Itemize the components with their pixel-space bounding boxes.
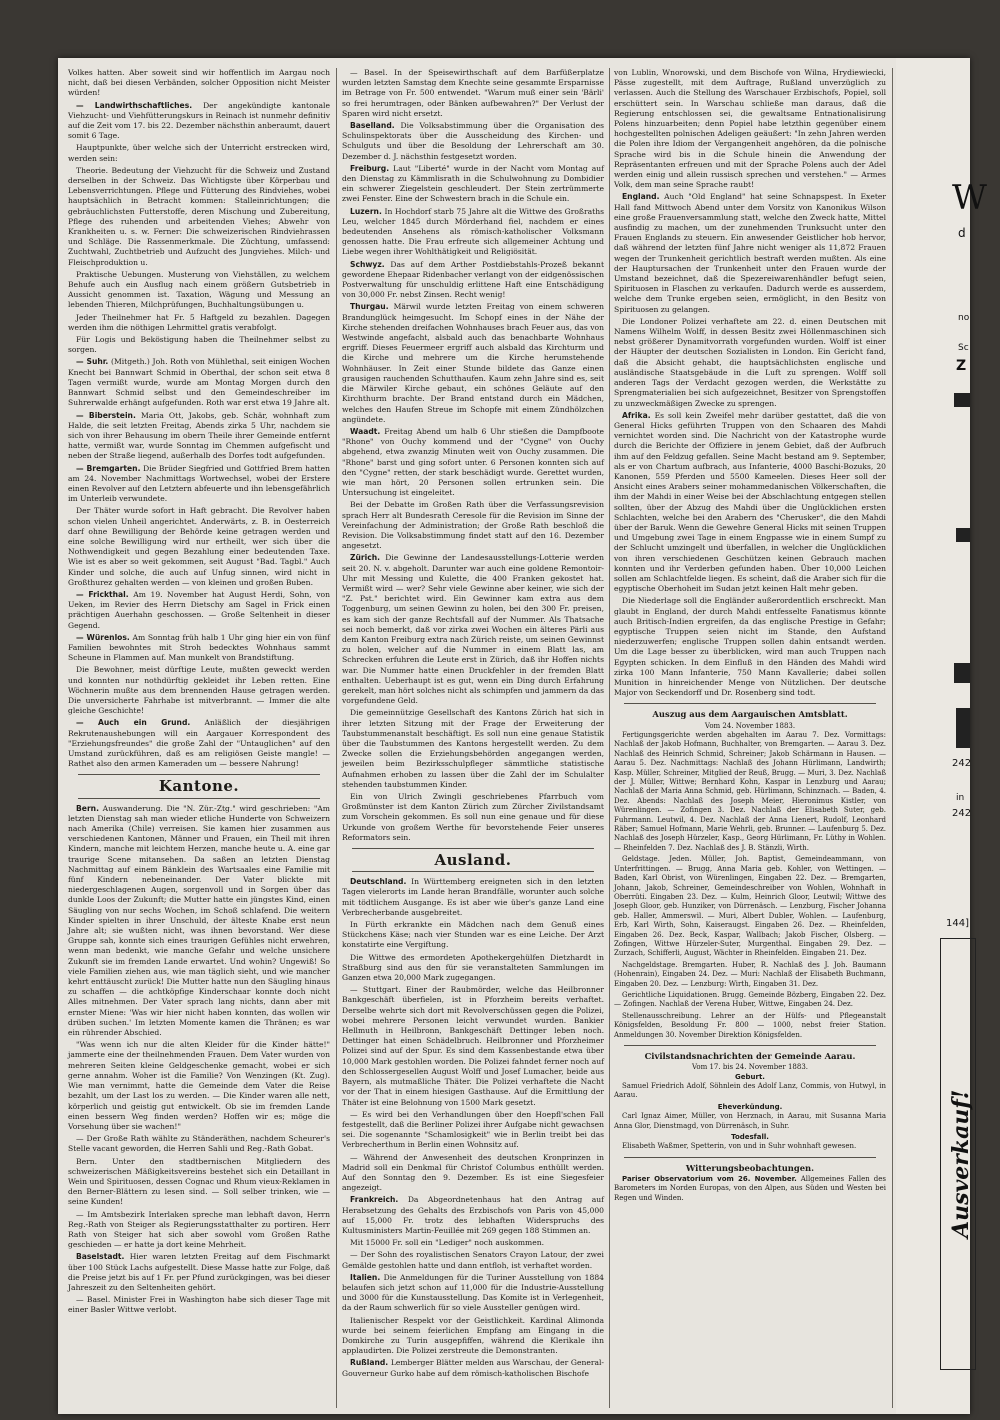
article-paragraph	[614, 192, 886, 314]
article-paragraph: Die Niederlage soll die Engländer außerordentlich erschreckt. Man glaubt in England, der durch Mahdi entfesselte Fanatismus könnte auch Britisch-Indien ergreifen, da das englische Prestige in Gefahr; egyptische Truppen seien nicht im Stande, den Aufstand niederzuwerfen; englische Truppen sollen dahin entsandt werden. Um die Lage besser zu überblicken, wird man auch Truppen nach Egypten schicken. In dem Einfluß in den Händen des Mahdi wird zirka 100 Mann Infanterie, 750 Mann Kavallerie; dabei sollen Munition in hinreichender Menge von Nützlichen. Der deutsche Major von Seckendorff und Dr. Rosenberg sind todt.	[614, 596, 886, 698]
adjacent-black-bar	[954, 663, 970, 683]
article-paragraph: von Lublin, Wnorowski, und dem Bischofe von Wilna, Hrydiewiecki, Pässe zugestellt, mit dem Auftrage, Rußland unverzüglich zu verlassen. Auch die Stellung des Warschauer Erzbischofs, Popiel, soll erschüttert sein. In Warschau schließe man daraus, daß die Regierung entschlossen sei, die gewaltsame Entnationalisirung Polens hinzuarbeiten; denn Popiel habe letzthin gegenüber einem hochgestellten polnischen Adeligen geäußert: "In zehn Jahren werden die Polen ihre Idiom der Vergangenheit angehören, da die polnische Sprache wird bis in die Schule hinein die Anwendung der Repräsentanten erfreuen und mit der Sprache Polens auch der Adel werden einig und allein russisch sprechen und verstehen." — Armes Volk, dem man seine Sprache raubt!	[614, 68, 886, 190]
section-heading-ausland: Ausland.	[434, 851, 512, 870]
article-paragraph	[614, 411, 886, 595]
article-keyword: — Suhr.	[76, 357, 109, 367]
article-paragraph: Praktische Uebungen. Musterung von Viehställen, zu welchem Behufe auch ein Ausflug nach einem größern Gutsbetrieb in Aussicht genommen ist. Taxation, Wägung und Messung an lebenden Thieren, Milchprüfungen, Buchhaltungsübungen u.	[68, 269, 330, 310]
section-divider	[78, 798, 320, 799]
article-paragraph	[342, 121, 604, 162]
article-keyword: — Auch ein Grund.	[76, 718, 191, 728]
article-paragraph	[68, 718, 330, 769]
adjacent-black-bar	[956, 708, 970, 748]
article-paragraph: Theorie. Bedeutung der Viehzucht für die Schweiz und Zustand derselben in der Schweiz. Das Wichtigste über Körperbau und Lebensverrichtungen. Pflege und Fütterung des Rindviehes, wobei hauptsächlich in Betracht kommen: Stalleinrichtungen; die gebräuchlichsten Futterstoffe, deren Mischung und Zubereitung, Pflege des ruhenden und arbeitenden Viehes; Abwehr von Krankheiten u. s. w. Ferner: Die schweizerischen Rindviehrassen und Schläge. Die Rassenmerkmale. Die Züchtung, umfassend: Zuchtwahl, Zuchtbetrieb und Aufzucht des Jungviehes. Milch- und Fleischproduktion u.	[68, 165, 330, 267]
article-paragraph: Der Thäter wurde sofort in Haft gebracht. Die Revolver haben schon vielen Unheil angerichtet. Anderwärts, z. B. in Oesterreich darf ohne Bewilligung der Behörde keine getragen werden und eine solche Bewilligung wird nur ertheilt, wer sich über die Nothwendigkeit und gegen Bezahlung einer bedeutenden Taxe. Wie ist es aber so weit gekommen, seit August "Bad. Tagbl." Auch Kinder und solche, die auch auf Unfug sinnen, wird nicht in Großthurez gehalten werden — von kleinen und großen Buben.	[68, 506, 330, 587]
article-text: Auch "Old England" hat seine Schnapspest. In Exeter Hall fand Mittwoch Abend unter dem Vorsitz von Kanonikus Wilson eine große Frauenversammlung statt, welche den Zweck hatte, Mittel ausfindig zu machen, um der zunehmenden Trunksucht unter den Frauen Englands zu steuern. Ein anwesender Geistlicher hob hervor, daß während der letzten fünf Jahre nicht weniger als 11,872 Frauen wegen der Trunkenheit gerichtlich bestraft werden mußten. Als eine der Hauptursachen der Trunkenheit unter den Frauen wurde der Umstand bezeichnet, daß die Spezereiwarenhändler befugt seien, Spirituosen in Flaschen zu verkaufen. Dadurch werde es ausserdem, welche dem Trunke ergeben seien, ermöglicht, in den Besitz von Spirituosen zu gelangen.	[614, 192, 886, 314]
article-paragraph	[342, 302, 604, 424]
article-paragraph: — Es wird bei den Verhandlungen über den Hoepfl'schen Fall festgestellt, daß die Berliner Polizei ihrer Aufgabe nicht gewachsen sei. Die sogenannte "Schamlosigkeit" wie in Berlin treibt bei das Verbrecherthum in Berlin einen Wohnsitz auf.	[342, 1109, 604, 1150]
article-keyword: Frankreich.	[350, 1195, 399, 1205]
article-paragraph: — Während der Anwesenheit des deutschen Kronprinzen in Madrid soll ein Denkmal für Christof Columbus enthüllt werden. Auf den Sonntag den 9. Dezember. Es ist eine Siegesfeier angezeigt.	[342, 1152, 604, 1193]
article-text: Anläßlich der diesjährigen Rekrutenaushebungen will ein Aargauer Korrespondent des "Erziehungsfreundes" die große Zahl der "Untauglichen" auf den Umstand zurückführen, daß es am religiösen Geiste mangle! — Rathet also den armen Kameraden um — bessere Nahrung!	[68, 718, 330, 769]
amtsblatt-entry: Gerichtliche Liquidationen. Brugg. Gemeinde Bözberg, Eingaben 22. Dez. — Zofingen. Nachlaß der Verena Huber, Wittwe, Eingaben 24. Dez.	[614, 990, 886, 1009]
article-paragraph: — Der Große Rath wählte zu Ständeräthen, nachdem Scheurer's Stelle vacant geworden, die Herren Sahli und Reg.-Rath Gobat.	[68, 1134, 330, 1154]
article-text: In Württemberg ereigneten sich in den letzten Tagen vielerorts im Lande heran Brandfälle, worunter auch solche mit tödtlichem Ausgange. Es ist aber wie über's ganze Land eine Verbrecherbande ausgebreitet.	[342, 877, 604, 917]
article-paragraph	[342, 207, 604, 258]
adjacent-text-fragment: W	[952, 178, 987, 218]
civilstand-entry: Carl Ignaz Aimer, Müller, von Herznach, in Aarau, mit Susanna Maria Anna Glor, Dienstmagd, von Dürrenäsch, in Suhr.	[614, 1112, 886, 1130]
article-paragraph: Hauptpunkte, über welche sich der Unterricht erstrecken wird, werden sein:	[68, 143, 330, 163]
civilstand-subheading: Eheverkündung.	[717, 1102, 783, 1111]
civilstand-heading: Civilstandsnachrichten der Gemeinde Aarau.	[644, 1051, 856, 1061]
article-keyword: Waadt.	[350, 426, 381, 436]
article-keyword: — Landwirthschaftliches.	[76, 100, 193, 110]
section-divider	[352, 848, 594, 849]
article-keyword: — Biberstein.	[76, 410, 136, 420]
adjacent-page-edge	[896, 58, 987, 1414]
amtsblatt-entry: Stellenausschreibung. Lehrer an der Hülfs- und Pflegeanstalt Königsfelden, Besoldung Fr. 800 — 1000, nebst freier Station. Anmeldungen 30. November Direktion Königsfelden.	[614, 1011, 886, 1039]
amtsblatt-entry: Geldstage. Jeden. Müller, Joh. Baptist, Gemeindeammann, von Unterfrittingen. — Brugg, Anna Maria geb. Kohler, von Wettingen. — Baden, Karl Obrist, von Würenlingen, Eingaben 22. Dez. — Bremgarten, Johann, Jakob, Schreiner, Gemeindeschreiber von Wohlen, Wohnhaft in Oberrüti. Eingaben 23. Dez. — Kulm, Heinrich Gloor, Leutwil; Wittwe des Joseph Gloor, geb. Hunziker, von Dürrenäsch. — Lenzburg, Fischer Johanna geb. Haller, Ammerswil. — Muri, Albert Dubler, Wohlen. — Laufenburg, Erb, Karl Wirth, Sohn, Kaiseraugst. Eingaben 26. Dez. — Rheinfelden, Eingaben 26. Dez. Beck, Kaspar, Wallbach; Jakob Fischer, Olsberg. — Zofingen, Wittwe Hürzeler-Suter, Murgenthal. Eingaben 29. Dez. — Zurzach, Schifferli, August, Wächter in Rheinfelden. Eingaben 21. Dez.	[614, 855, 886, 958]
civilstand-date: Vom 17. bis 24. November 1883.	[691, 1063, 809, 1072]
article-paragraph: "Was wenn ich nur die alten Kleider für die Kinder hätte!" jammerte eine der theilnehmenden Frauen. Dem Vater wurden von mehreren Seiten kleine Geldgeschenke gemacht, wobei er sich gerne annahm. Woher ist die Familie? Von Wenzingen (Kt. Zug). Wie man vernimmt, hatte die Gemeinde dem Vater die Reise bezahlt, um der Last los zu werden. — Die Kinder waren alle nett, körperlich und geistig gut entwickelt. Ob sie im fremden Lande einen bessern Weg finden werden? Hoffen wir es; möge die Vorsehung über sie wachen!"	[68, 1040, 330, 1131]
article-paragraph	[68, 590, 330, 631]
article-text: Hier waren letzten Freitag auf dem Fischmarkt über 100 Stück Lachs aufgestellt. Diese Masse hatte zur Folge, daß die Preise jetzt bis auf 1 Fr. per Pfund zurückgingen, was bei dieser Jahreszeit zu den Seltenheiten gehört.	[68, 1252, 330, 1292]
civilstand-subheading: Todesfall.	[731, 1133, 769, 1142]
article-paragraph: Volkes hatten. Aber soweit sind wir hoffentlich im Aargau noch nicht, daß bei diesen Verbänden, solcher Opposition nicht Meister würden!	[68, 68, 330, 98]
article-paragraph: Jeder Theilnehmer hat Fr. 5 Haftgeld zu bezahlen. Dagegen werden ihm die nöthigen Lehrmittel gratis verabfolgt.	[68, 312, 330, 332]
article-paragraph: Ein von Ulrich Zwingli geschriebenes Pfarrbuch vom Großmünster ist dem Kanton Zürich zum Zürcher Zivilstandsamt zum Vorschein gekommen. Es soll nun eine genaue und für diese Urkunde von großem Werthe für bevorstehende Feier unseres Reformators sein.	[342, 792, 604, 842]
article-text: Auswanderung. Die "N. Zür.-Ztg." wird geschrieben: "Am letzten Dienstag sah man wieder etliche Hunderte von Schweizern nach Amerika (Chile) verreisen. Sie kamen hier zusammen aus verschiedenen Kantonen, Männer und Frauen, ein Theil mit ihren Kindern, manche mit leichtem Herzen, manche heute u. A. eine gar traurige Scene mitansehen. Da saßen an letzten Dienstag Nachmittag auf einem Bänklein des Wartsaales eine Familie mit fünf Kindern nebeneinander. Der Vater blickte mit niedergeschlagenen Augen, sorgenvoll und in Sorgen über das dunkle Loos der Zukunft; die Mutter hatte ein jüngstes Kind, einen Säugling von nur sechs Wochen, im Schoß schlafend. Die weitern Kinder spielten in ihrer Unschuld, der älteste Knabe erst neun Jahre alt; sie wußten nicht, was ihnen bevorstand. Wer diese Gruppe sah, konnte sich eines traurigen Gefühles nicht erwehren, wenn man bedenkt, wie manche Gefahr und welche unsichere Zukunft sie im fremden Lande erwartet. Und wohin? Ungewiß! So viele Familien ziehen aus, wie man täglich sieht, und wie mancher kehrt enttäuscht zurück! Die Mutter hatte nun den Säugling hinaus zu schaffen — die achtköpfige Kinderschaar konnte doch nicht Alles mitnehmen. Der Vater sprach lang nichts, dann aber mit ernster Miene: 'Was wir hier nicht haben konnten, das wollen wir drüben suchen.' Im letzten Momente kamen die Thränen; es war ein rührender Abschied.	[68, 803, 330, 1038]
article-paragraph: Die Wittwe des ermordeten Apothekergehülfen Dietzhardt in Straßburg sind aus den für sie veranstalteten Sammlungen im Ganzen etwa 20,000 Mark zugegangen.	[342, 952, 604, 983]
article-text: Die Anmeldungen für die Turiner Ausstellung von 1884 belaufen sich jetzt schon auf 11,000 für die Industrie-Ausstellung und 3000 für die Kunstausstellung. Das Komite ist in Verlegenheit, da der Raum schwerlich für so viele Aussteller genügen wird.	[342, 1272, 604, 1313]
section-heading-kantone: Kantone.	[158, 777, 240, 796]
article-text: In Hochdorf starb 75 Jahre alt die Wittwe des Großraths Leu, welcher 1845 durch Mörderhand fiel, nachdem er eines bedeutenden Ansehens als römisch-katholischer Volksmann genossen hatte. Die Frau erfreute sich allgemeiner Achtung und Liebe wegen ihrer Wohlthätigkeit und Religiösität.	[342, 206, 604, 257]
article-paragraph: Italienischer Respekt vor der Geistlichkeit. Kardinal Alimonda wurde bei seinem feierlichen Empfang am Eingang in die Domkirche zu Turin ausgepfiffen, während die Klerikale ihn applaudirten. Die Polizei zerstreute die Demonstranten.	[342, 1315, 604, 1356]
article-paragraph: Die Londoner Polizei verhaftete am 22. d. einen Deutschen mit Namens Wilhelm Wolff, in dessen Besitz zwei Höllenmaschinen sich nebst größerer Dynamitvorrath vorgefunden wurden. Wolff ist einer der Häupter der deutschen Sozialisten in London. Ein Gericht fand, daß die Absicht gehabt, die hauptsächlichsten englische und ausländische Staatsgebäude in die Luft zu sprengen. Wolff soll anderen Tags der Verdacht gezogen werden, die Werkstätte zu Sprengmaterialien bei sich aufgezeichnet, Besitzer von Sprengstoffen zu unzweckmäßigen Zwecke zu sprengen.	[614, 316, 886, 408]
adjacent-text-fragment: 144]	[946, 918, 969, 929]
adjacent-ad-text: Ausverkauf!	[948, 1089, 974, 1238]
article-paragraph	[342, 164, 604, 205]
article-paragraph: Für Logis und Beköstigung haben die Theilnehmer selbst zu sorgen.	[68, 335, 330, 355]
article-paragraph	[68, 633, 330, 664]
article-paragraph: Die gemeinnützige Gesellschaft des Kantons Zürich hat sich in ihrer letzten Sitzung mit der Frage der Erweiterung der Taubstummenanstalt beschäftigt. Es soll nun eine genaue Statistik über die Taubstummen des Kantons hergestellt werden. Zu dem Zwecke sollen die Erziehungsbehörden angegangen werden, jeweilen beim Bezirksschulpfleger sämmtliche statistische Aufnahmen erhoben zu lassen über die Zahl der im Schulalter stehenden taubstummen Kinder.	[342, 708, 604, 789]
weather-heading: Witterungsbeobachtungen.	[685, 1162, 815, 1173]
adjacent-text-fragment: Sc	[958, 343, 969, 353]
column-2	[342, 68, 604, 1408]
section-divider	[624, 1157, 876, 1158]
article-keyword: Schwyz.	[350, 259, 385, 269]
article-paragraph: — Basel. In der Speisewirthschaft auf dem Barfüßerplatze wurden letzten Samstag dem Knechte seine gesammte Ersparnisse im Betrage von Fr. 500 entwendet. "Warum muß einer sein 'Bärli' so frei herumtragen, oder Bänken aufbewahren?" Der Verlust der Sparen wird nicht ersetzt.	[342, 68, 604, 118]
section-divider	[624, 703, 876, 704]
amtsblatt-date: Vom 24. November 1883.	[704, 721, 796, 730]
weather-source: Pariser Observatorium vom 26. November.	[622, 1175, 797, 1184]
article-keyword: Zürich.	[350, 553, 381, 563]
article-text: Lemberger Blätter melden aus Warschau, der General-Gouverneur Gurko habe auf dem römisch-katholischen Bischofe	[342, 1358, 604, 1378]
article-paragraph	[342, 553, 604, 706]
adjacent-text-fragment: Z	[956, 358, 967, 374]
article-paragraph: — Stuttgart. Einer der Raubmörder, welche das Heilbronner Bankgeschäft überfielen, ist in Pforzheim bereits verhaftet. Derselbe wehrte sich dort mit Revolverschüssen gegen die Polizei, wobei mehrere Personen leicht verwundet wurden. Bankier Hellmuth in Heilbronn, Bankgeschäft Dettinger leben noch. Dettinger hat einen Schädelbruch. Heilbronner und Pforzheimer Polizei sind auf der Spur. Es sind dem Kassenbestande etwa über 10,000 Mark gestohlen worden. Die Polizei fahndet ferner noch auf den Schlossergesellen August Wolff und Josef Lumacher, beide aus Bayern, als mutmaßliche Thäter. Die Polizei verhaftete die Nacht vor der That in einem hiesigen Gasthause. Auf die Ermittlung der Thäter ist eine Belohnung von 1500 Mark gesetzt.	[342, 985, 604, 1107]
article-text: Maria Ott, Jakobs, geb. Schär, wohnhaft zum Halde, die seit letzten Freitag, Abends zirka 5 Uhr, nachdem sie sich von ihrer Behausung im obern Theile ihrer Gemeinde entfernt hatte, vermißt war, wurde Sonntag im Chemmen aufgefischt und neben der Straße liegend, außerhalb des Dorfes todt aufgefunden.	[68, 410, 331, 461]
civilstand-entry: Elisabeth Waßmer, Spetterin, von und in Suhr wohnhaft gewesen.	[622, 1142, 857, 1151]
article-paragraph	[342, 1358, 604, 1378]
article-text: Das auf dem Arther Postdiebstahls-Prozeß bekannt gewordene Ehepaar Ridenbacher verlangt von der eidgenössischen Postverwaltung für unschuldig erlittene Haft eine Entschädigung von 30,000 Fr. nebst Zinsen. Recht wenig!	[342, 259, 605, 300]
article-paragraph	[342, 260, 604, 301]
amtsblatt-entry: Nachgeldstage. Bremgarten. Huber, R. Nachlaß des J. Joh. Baumann (Hohenrain), Eingaben 24. Dez. — Muri: Nachlaß der Elisabeth Buchmann, Eingaben 20. Dez. — Lenzburg: Wirth, Eingaben 31. Dez.	[614, 960, 886, 988]
article-paragraph	[68, 357, 330, 408]
civilstand-entry: Samuel Friedrich Adolf, Söhnlein des Adolf Lanz, Commis, von Hutwyl, in Aarau.	[614, 1082, 886, 1100]
article-paragraph	[342, 877, 604, 918]
adjacent-black-bar	[954, 393, 970, 407]
article-text: Die Brüder Siegfried und Gottfried Brem hatten am 24. November Nachmittags Wortwechsel, wobei der Erstere einen Revolver auf den Letztern abfeuerte und ihn lebensgefährlich im Unterleib verwundete.	[68, 463, 330, 504]
article-paragraph: Die Bewohner, meist dürftige Leute, mußten geweckt werden und konnten nur nothdürftig gekleidet ihr Leben retten. Eine Wöchnerin mußte aus dem brennenden Hause getragen werden. Die unversicherte Fahrhabe ist mitverbrannt. — Immer die alte gleiche Geschichte!	[68, 665, 330, 716]
article-keyword: Rußland.	[350, 1358, 389, 1368]
column-rule	[892, 68, 893, 1408]
article-text: Laut "Liberté" wurde in der Nacht vom Montag auf den Dienstag zu Kämmlisrath in die Schulwohnung zu Dombidier ein schwerer Ziegelstein geschleudert. Der Stein zertrümmerte zwei Fenster. Eine der Schwestern brach in die Schule ein.	[342, 163, 604, 204]
article-paragraph	[68, 464, 330, 505]
adjacent-text-fragment: d	[958, 226, 966, 240]
adjacent-text-fragment: in	[956, 793, 965, 803]
amtsblatt-entry: Fertigungsgerichte werden abgehalten im Aarau 7. Dez. Vormittags: Nachlaß der Jakob Hofmann, Buchhalter, von Bremgarten. — Aarau 3. Dez. Nachlaß des Heinrich Schmid, Schreiner; Jakob Schärmann in Hausen. — Aarau 5. Dez. Nachmittags: Nachlaß des Johann Hürlimann, Landwirth; Kasp. Müller, Schreiner, Mitglied der Reuß, Brugg. — Muri, 3. Dez. Nachlaß der J. Müller, Wittwe; Bernhard Kohn, Kaspar in Lenzburg und Aarau; Nachlaß der Maria Anna Schmid, geb. Hürlimann, Schinznach. — Baden, 4. Dez. Abends: Nachlaß des Joseph Meier, Hieronimus Kistler, von Würenlingen. — Zofingen 3. Dez. Nachlaß der Elisabeth Suter, geb. Fuhrmann. Leutwil, 4. Dez. Nachlaß der Anna Lienert, Rudolf, Leonhard Räber; Samuel Hofmann, Marie Wehrli, geb. Brunner. — Laufenburg 5. Dez. Nachlaß des Joseph Hürzeler, Kasp., Georg Hürlimann, Fr. Lüthy in Wohlen. — Rheinfelden 7. Dez. Nachlaß des J. B. Stänzli, Wirth.	[614, 731, 886, 852]
article-text: Da Abgeordnetenhaus hat den Antrag auf Herabsetzung des Gehalts des Erzbischofs von Paris von 45,000 auf 15,000 Fr. trotz des lebhaften Widerspruchs des Kultusministers Martin-Feuillée mit 269 gegen 188 Stimmen an.	[342, 1195, 604, 1235]
article-text: Es soll kein Zweifel mehr darüber gestattet, daß die von General Hicks geführten Truppen von den Schaaren des Mahdi vernichtet worden sind. Die Nachricht von der Katastrophe wurde durch die Berichte der Offiziere in jenem Gebiet, daß der Aufbruch ihm auf den Feldzug gefallen. Seine Macht bestand am 9. September, als er von Chartum aufbrach, aus Infanterie, 4000 Baschi-Bozuks, 20 Kanonen, 559 Pferden und 5500 Kameelen. Dieses Heer soll der Ansicht eines Arabers seiner mohammedanischen Völkerschaften, die ihm der Mahdi in einer Weise bei der Abschlachtung entgegen stellen sollten, über der Abzug des Mahdi über die Unglücklichen ersten Schlachten, welche bei den Arabern des "Cherusker", die den Mahdi über der Baruk. Wenn die Gewehre General Hicks mit seinen Truppen und Umgebung zwei Tage in einem Engpasse wie in einem Sumpf zu der Schlucht umzingelt und überfallen, in welcher die Unglücklichen von ihren verschiedenen Geschützen keinen Gebrauch machen konnten und ihr Verderben gefunden haben. Über 10,000 Leichen sollen am Schlachtfelde liegen. Es scheint, daß die Araber sich für die egyptische Oberhoheit im Sudan jetzt keinen Halt mehr geben.	[614, 410, 886, 594]
section-divider	[352, 871, 594, 872]
article-text: Die Gewinne der Landesausstellungs-Lotterie werden seit 20. N. v. abgeholt. Darunter war auch eine goldene Remontoir-Uhr mit Messing und Kulette, die 400 Franken gekostet hat. Vermißt wird — wer? Sehr viele Gewinne aber keiner, wie sich der "Z. Pst." berichtet wird. Ein Gewinner kam extra aus dem Toggenburg, um seinen Gewinn zu holen, bei den 300 Fr. preisen, es kam sich der ganze Rechtsfall auf der Nummer. Als Thatsache sei noch bemerkt, daß vor zirka zwei Wochen ein älteres Pärli aus dem Kanton Freiburg extra nach Zürich reiste, um seinen Gewinnst zu holen, welcher auf die Nummer in einem Blatt las, am Schrecken erfuhren die Leute erst in Zürich, daß ihr Hoffen nichts war. Die Nummer hatte einen Druckfehler in der fremden Blatt enthalten. Ueberhaupt ist es gut, wenn ein Ding durch Erfahrung gerekelt, man hört solches nicht als schimpfen und jammern da das vorgefundene Geld.	[342, 553, 605, 706]
article-paragraph	[68, 804, 330, 1039]
adjacent-text-fragment: 242	[952, 808, 972, 819]
newspaper-page	[58, 58, 987, 1414]
article-text: (Mitgeth.) Joh. Roth von Mühlethal, seit einigen Wochen Knecht bei Bannwart Schmid in Oberthal, der schon seit etwa 8 Tagen vermißt wurde, wurde am Montag Morgen durch den Bannwart Schmid selbst und den Gemeindeschreiber im Suhrerwalde erhängt aufgefunden. Roth war erst etwa 19 Jahre alt.	[68, 357, 330, 408]
section-divider	[78, 774, 320, 775]
article-paragraph	[68, 1252, 330, 1293]
article-paragraph	[68, 101, 330, 142]
article-text: Der angekündigte kantonale Viehzucht- und Viehfütterungskurs in Reinach ist nunmehr definitiv auf die Zeit vom 17. bis 22. Dezember nächsthin anberaumt, dauert somit 6 Tage.	[68, 100, 330, 141]
article-keyword: — Frickthal.	[76, 589, 129, 599]
column-rule	[609, 68, 610, 1408]
article-text: Die Volksabstimmung über die Organisation des Schulinspektorats über die Ausscheidung des Kirchen- und Schulguts und über die Besoldung der Lehrerschaft am 30. Dezember d. J. nächsthin festgesetzt worden.	[342, 121, 604, 161]
article-paragraph	[342, 1273, 604, 1314]
article-paragraph: Mit 15000 Fr. soll ein "Lediger" noch auskommen.	[350, 1238, 545, 1248]
article-keyword: Thurgau.	[350, 302, 389, 312]
article-text: Am 19. November hat August Herdi, Sohn, von Ueken, im Revier des Herrn Dietschy am Sagel in Frick einen prächtigen Auerhahn geschossen. — Große Seltenheit in dieser Gegend.	[68, 589, 330, 630]
article-keyword: Italien.	[350, 1272, 381, 1282]
article-keyword: Luzern.	[350, 206, 382, 216]
article-paragraph: Bern. Unter den stadtbernischen Mitgliedern des schweizerischen Mäßigkeitsvereins bestehet sich ein Detaillant in Wein und Spirituosen, dessen Cognac und Rhum vieux-Reklamen in den Berner-Blättern zu lesen sind. — Soll selber trinken, wie — seine Kunden!	[68, 1156, 330, 1207]
column-rule	[336, 68, 337, 1408]
adjacent-black-bar	[956, 528, 970, 542]
amtsblatt-heading: Auszug aus dem Aargauischen Amtsblatt.	[652, 709, 848, 720]
article-paragraph: — Im Amtsbezirk Interlaken spreche man lebhaft davon, Herrn Reg.-Rath von Steiger als Regierungsstatthalter zu portiren. Herr Rath von Steiger hat sich aber sowohl vom Großen Rathe geschieden — er hatte ja dort keine Mehrheit.	[68, 1209, 330, 1250]
article-paragraph: — Basel. Minister Frei in Washington habe sich dieser Tage mit einer Basler Wittwe verlobt.	[68, 1295, 330, 1315]
article-paragraph: — Der Sohn des royalistischen Senators Crayon Latour, der zwei Gemälde gestohlen hatte und dann entfloh, ist verhaftet worden.	[342, 1250, 604, 1270]
article-text: Am Sonntag früh halb 1 Uhr ging hier ein von fünf Familien bewohntes mit Stroh bedecktes Wohnhaus sammt Scheune in Flammen auf. Man munkelt von Brandstiftung.	[68, 632, 330, 663]
civilstand-subheading: Geburt.	[735, 1072, 765, 1081]
article-keyword: — Bremgarten.	[76, 463, 141, 473]
column-3	[614, 68, 886, 1408]
adjacent-text-fragment: no	[958, 313, 970, 323]
column-1	[68, 68, 330, 1408]
adjacent-text-fragment: 242	[952, 758, 972, 769]
article-keyword: Bern.	[76, 803, 99, 813]
weather-entry	[614, 1175, 886, 1203]
article-keyword: Freiburg.	[350, 163, 390, 173]
article-keyword: Afrika.	[622, 410, 651, 420]
weather-text: Allgemeines Fallen des Barometers im Norden Europas, von den Alpen, aus Süden und Westen bei Regen und Winden.	[614, 1175, 886, 1202]
article-text: Freitag Abend um halb 6 Uhr stießen die Dampfboote "Rhone" von Ouchy kommend und der "Cygne" von Ouchy abgehend, etwa zwanzig Minuten weit von Ouchy zusammen. Die "Rhone" barst und ging sofort unter. 6 Personen konnten sich auf den "Cygne" retten, der stark beschädigt wurde. Gerettet wurden, wie man hört, 20 Personen sollen ertrunken sein. Die Untersuchung ist eingeleitet.	[342, 426, 604, 498]
article-paragraph: Bei der Debatte im Großen Rath über die Verfassungsrevision sprach Herr alt Bundesrath Ceresole für die Revision im Sinne der Vereinfachung der Administration; der Große Rath beschloß die Revision. Die Volksabstimmung findet statt auf den 16. Dezember angesetzt.	[342, 500, 604, 551]
article-text: Märwil wurde letzten Freitag von einem schweren Brandunglück heimgesucht. Im Schopf eines in der Nähe der Kirche stehenden dreifachen Wohnhauses brach Feuer aus, das von Westwinde angefacht, alsbald auch das benachbarte Wohnhaus ergriff. Dieses Feuermeer ergriff auch alsbald das Kirchturm und die Kirche und mehrere um die Kirche herumstehende Wohnhäuser. In Zeit einer Stunde bildete das Ganze einen grausigen rauchenden Schutthaufen. Kaum zehn Jahre sind es, seit die Märwiler Kirche gebaut, ein schönes Geläute auf den Kirchthurm brachte. Der Brand entstand durch ein Mädchen, welches den Haufen Streue im Schopfe mit einem Zündhölzchen angündete.	[342, 302, 604, 424]
article-paragraph	[342, 1195, 604, 1236]
article-paragraph: In Fürth erkrankte ein Mädchen nach dem Genuß eines Stückchens Käse; nach vier Stunden war es eine Leiche. Der Arzt konstatirte eine Vergiftung.	[342, 920, 604, 950]
article-keyword: — Würenlos.	[76, 632, 130, 642]
section-divider	[624, 1045, 876, 1046]
article-keyword: Baselstadt.	[76, 1252, 125, 1262]
article-keyword: Deutschland.	[350, 877, 407, 887]
article-keyword: England.	[622, 192, 660, 202]
article-paragraph	[68, 411, 330, 462]
article-keyword: Baselland.	[350, 121, 395, 131]
article-paragraph	[342, 427, 604, 498]
